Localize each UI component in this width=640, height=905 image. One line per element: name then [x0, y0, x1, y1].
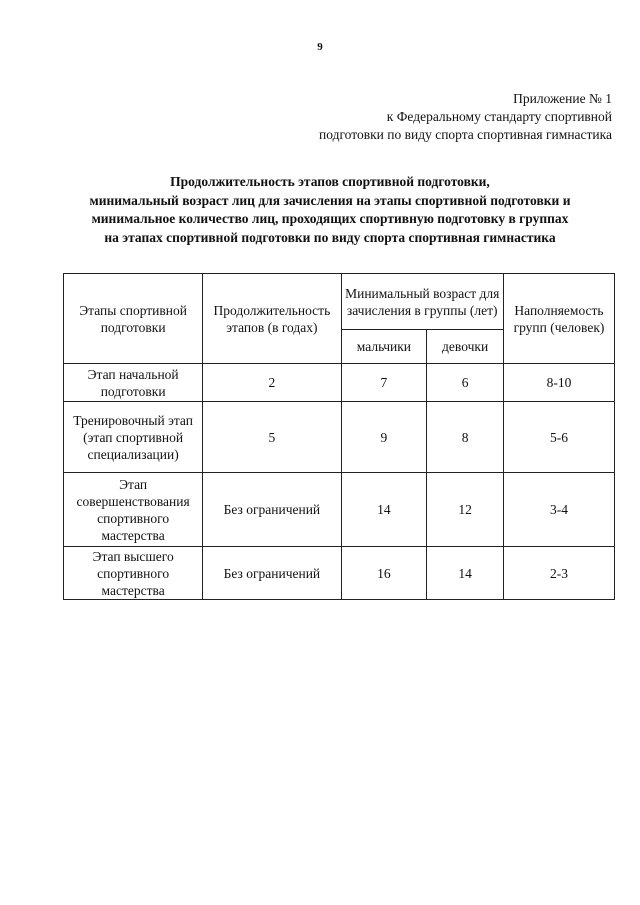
cell-duration: Без ограничений	[203, 473, 341, 547]
cell-group-size: 5-6	[503, 402, 614, 473]
cell-duration: Без ограничений	[203, 547, 341, 600]
cell-boys: 9	[341, 402, 427, 473]
table-row	[64, 402, 615, 473]
cell-group-size: 8-10	[503, 364, 614, 402]
cell-girls: 6	[427, 364, 504, 402]
cell-girls: 14	[427, 547, 504, 600]
cell-boys: 16	[341, 547, 427, 600]
header-group-size: Наполняемость групп (человек)	[503, 274, 614, 364]
cell-duration: 2	[203, 364, 341, 402]
cell-stage: Этап совершенствования спортивного мастерства	[64, 473, 203, 547]
cell-duration: 5	[203, 402, 341, 473]
table-row	[64, 473, 615, 547]
appendix-header	[319, 90, 612, 144]
header-row	[64, 274, 615, 330]
title-line-4: на этапах спортивной подготовки по виду спорта спортивная гимнастика	[104, 229, 556, 245]
cell-stage: Этап начальной подготовки	[64, 364, 203, 402]
stages-table	[63, 273, 615, 600]
title-line-3: минимальное количество лиц, проходящих спортивную подготовку в группах	[91, 211, 569, 226]
cell-stage: Этап высшего спортивного мастерства	[64, 547, 203, 600]
header-boys: мальчики	[341, 330, 427, 364]
table-row	[64, 364, 615, 402]
cell-girls: 8	[427, 402, 504, 473]
cell-boys: 14	[341, 473, 427, 547]
cell-boys: 7	[341, 364, 427, 402]
appendix-line-1: Приложение № 1	[513, 91, 612, 106]
cell-girls: 12	[427, 473, 504, 547]
header-duration: Продолжительность этапов (в годах)	[203, 274, 341, 364]
title-line-1: Продолжительность этапов спортивной подготовки,	[170, 174, 490, 189]
appendix-line-2: к Федеральному стандарту спортивной	[386, 109, 612, 124]
header-girls: девочки	[427, 330, 504, 364]
table-row	[64, 547, 615, 600]
cell-stage: Тренировочный этап (этап спортивной специализации)	[64, 402, 203, 473]
header-stage: Этапы спортивной подготовки	[64, 274, 203, 364]
appendix-line-3: подготовки по виду спорта спортивная гимнастика	[319, 127, 612, 142]
document-title	[40, 173, 620, 247]
header-min-age: Минимальный возраст для зачисления в группы (лет)	[341, 274, 503, 330]
page-number: 9	[317, 41, 323, 53]
cell-group-size: 3-4	[503, 473, 614, 547]
title-line-2: минимальный возраст лиц для зачисления на этапы спортивной подготовки и	[89, 192, 571, 208]
cell-group-size: 2-3	[503, 547, 614, 600]
